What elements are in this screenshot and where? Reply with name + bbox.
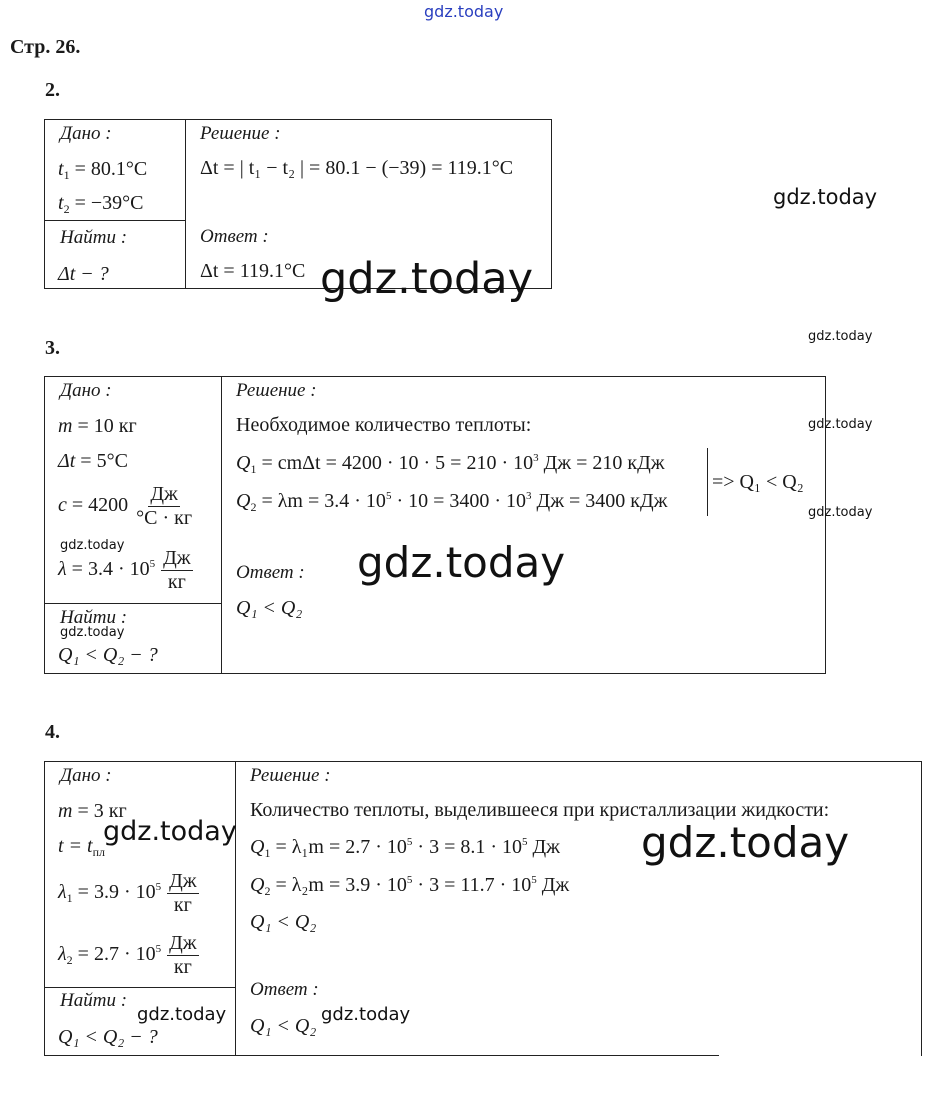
watermark-p4-find: gdz.today <box>137 1004 227 1025</box>
given-t2: $t_2 = -39^\circ С$ <box>58 192 144 216</box>
solution-label: Решение : <box>200 123 281 144</box>
solution-conclusion: => Q₁ < Q₂ <box>712 471 804 493</box>
given-t: $t = t_{пл}$ <box>58 835 106 859</box>
find-label: Найти : <box>60 990 128 1011</box>
answer-value: Q₁ < Q₂ <box>250 1015 317 1037</box>
given-lambda-2: $\lambda_2 = 2.7 \cdot 10^5$ $\frac{Дж}{кг}$ <box>58 932 197 978</box>
watermark-p2-right: gdz.today <box>773 185 878 209</box>
watermark-p3-find: gdz.today <box>60 625 125 640</box>
solution-intro: Количество теплоты, выделившееся при кристаллизации жидкости: <box>250 799 830 821</box>
solution-q1: $Q_1 = \lambda_1m = 2.7 \cdot 10^5 \cdot 3 = 8.1 \cdot 10^5$ Дж <box>250 836 560 860</box>
given-c: c = 4200 $\frac{Дж}{^\circ С \cdot кг}$ <box>58 483 193 529</box>
solution-label: Решение : <box>236 380 317 401</box>
watermark-p4-answer: gdz.today <box>321 1004 411 1025</box>
solution-intro: Необходимое количество теплоты: <box>236 414 532 436</box>
given-dt: Δt = 5°С <box>58 450 128 472</box>
page-label: Стр. 26. <box>10 36 81 58</box>
find-label: Найти : <box>60 227 128 248</box>
answer-label: Ответ : <box>250 979 319 1000</box>
solution-label: Решение : <box>250 765 331 786</box>
watermark-top: gdz.today <box>424 2 504 21</box>
given-m: m = 10 кг <box>58 415 137 437</box>
watermark-p2-large: gdz.today <box>320 254 534 304</box>
answer-label: Ответ : <box>200 226 269 247</box>
watermark-p4-given: gdz.today <box>103 816 237 847</box>
given-label: Дано : <box>60 380 112 401</box>
solution-line-1: Δt = | t₁ − t₂ | = 80.1 − (−39) = 119.1°С <box>200 157 514 179</box>
given-label: Дано : <box>60 765 112 786</box>
watermark-p3-small-1: gdz.today <box>808 329 873 344</box>
solution-q1: $Q_1 = cm\Delta t = 4200 \cdot 10 \cdot 5 = 210 \cdot 10^3$ Дж = 210 кДж <box>236 452 665 476</box>
answer-value: Q₁ < Q₂ <box>236 597 303 619</box>
find-value: Q₁ < Q₂ − ? <box>58 1026 158 1048</box>
problem-3-number: 3. <box>45 337 60 359</box>
given-lambda: $\lambda = 3.4 \cdot 10^5$ $\frac{Дж}{кг}$ <box>58 547 191 593</box>
problem-4-number: 4. <box>45 721 60 743</box>
solution-q2: $Q_2 = \lambda m = 3.4 \cdot 10^5 \cdot 10 = 3400 \cdot 10^3$ Дж = 3400 кДж <box>236 490 668 514</box>
watermark-p3-given: gdz.today <box>60 538 125 553</box>
given-m: m = 3 кг <box>58 800 127 822</box>
find-value: Q₁ < Q₂ − ? <box>58 644 158 666</box>
watermark-p3-small-2: gdz.today <box>808 417 873 432</box>
answer-value: Δt = 119.1°С <box>200 260 306 282</box>
find-value: Δt − ? <box>58 263 109 285</box>
solution-q2: $Q_2 = \lambda_2m = 3.9 \cdot 10^5 \cdot 3 = 11.7 \cdot 10^5$ Дж <box>250 874 570 898</box>
problem-2-number: 2. <box>45 79 60 101</box>
solution-compare: Q₁ < Q₂ <box>250 911 317 933</box>
watermark-p4-large: gdz.today <box>641 818 850 867</box>
answer-label: Ответ : <box>236 562 305 583</box>
given-label: Дано : <box>60 123 112 144</box>
watermark-p3-small-3: gdz.today <box>808 505 873 520</box>
find-label: Найти : <box>60 607 128 628</box>
watermark-p3-large: gdz.today <box>357 538 566 587</box>
given-lambda-1: $\lambda_1 = 3.9 \cdot 10^5$ $\frac{Дж}{кг}$ <box>58 870 197 916</box>
given-t1: $t_1 = 80.1^\circ С$ <box>58 158 148 182</box>
